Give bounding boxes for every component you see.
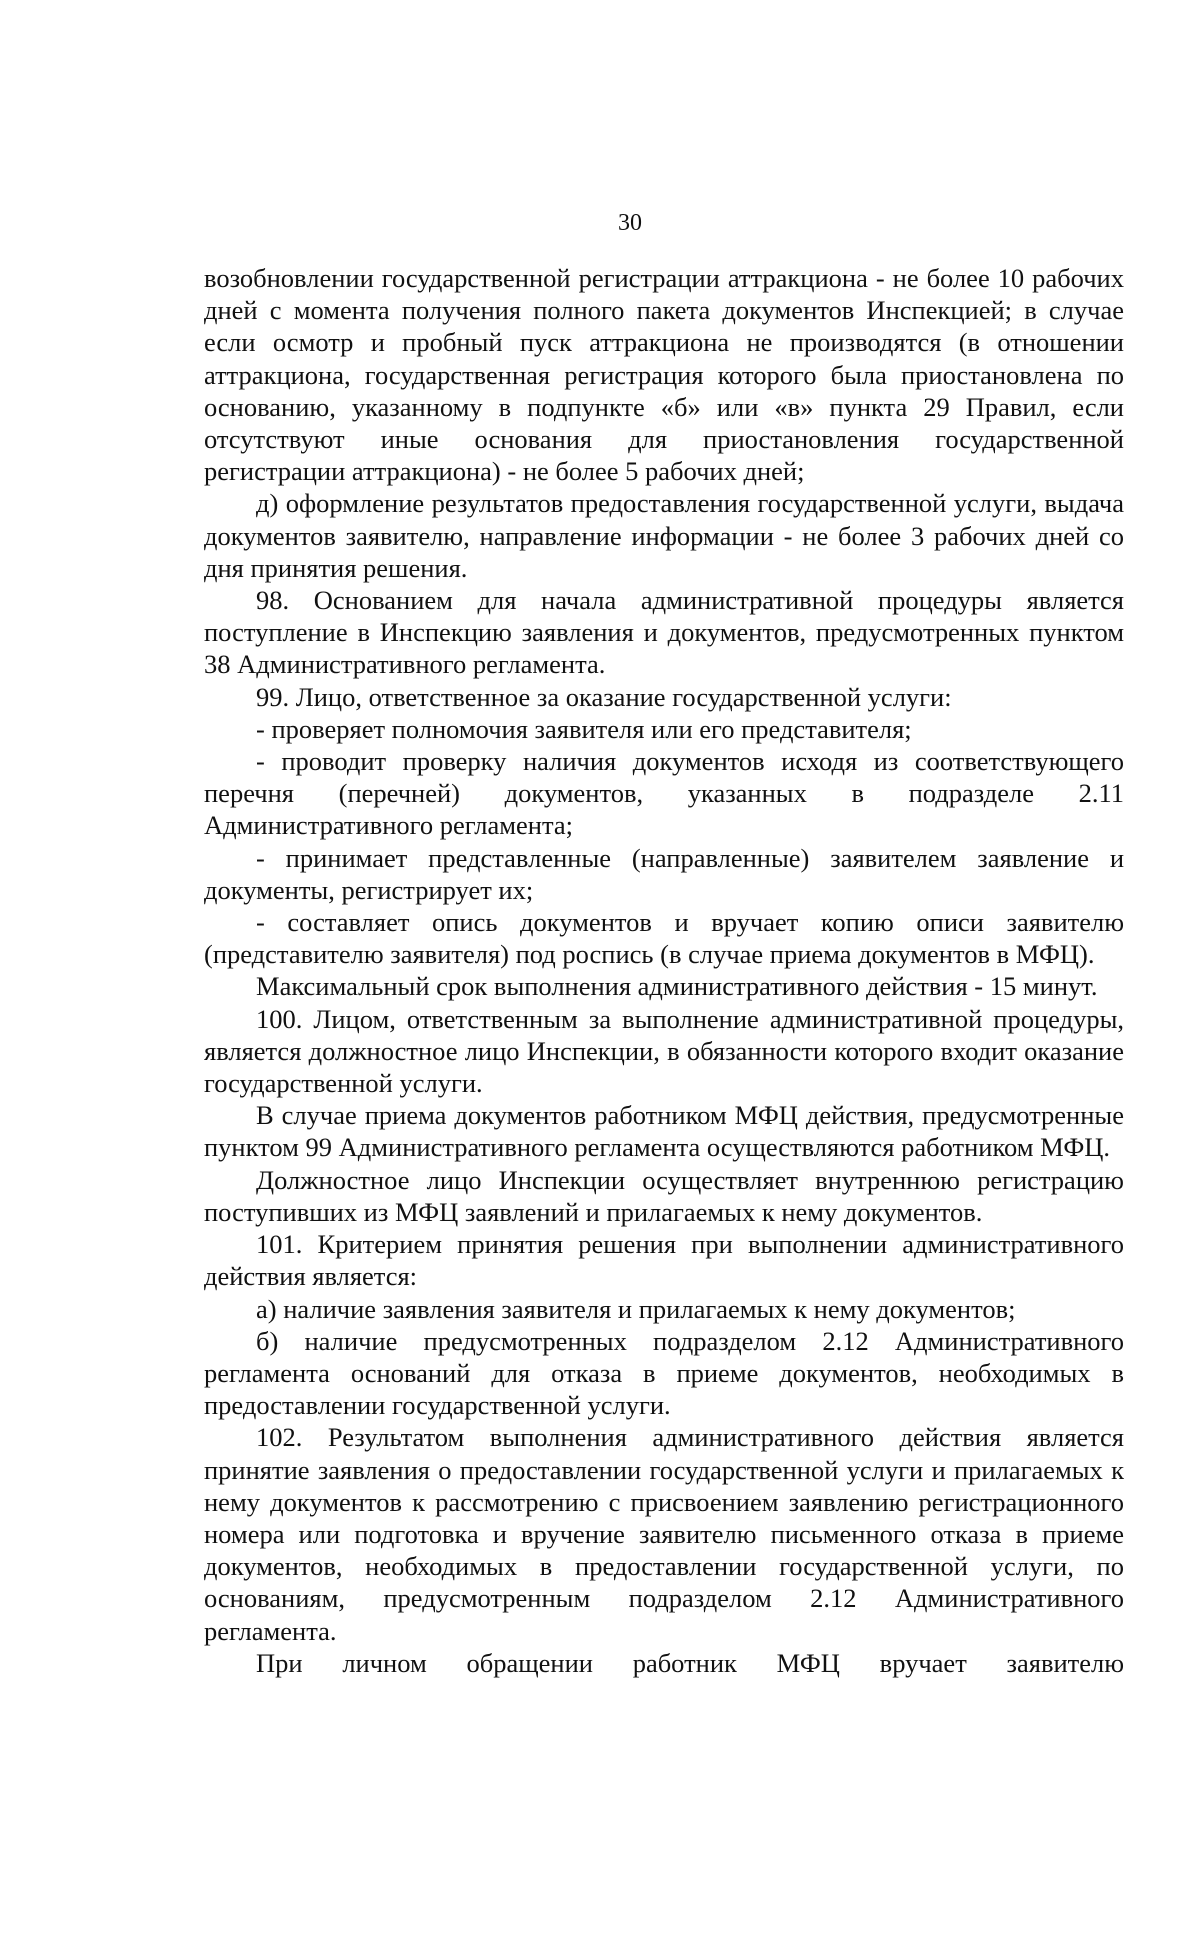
list-item-a: а) наличие заявления заявителя и прилагаемых к нему документов; (256, 1293, 1016, 1324)
list-item-b: б) наличие предусмотренных подразделом 2.12 Административного регламента оснований для отказа в приеме документов, необходимых в предоставлении государственной услуги. (204, 1325, 1124, 1421)
list-item-check-authority: - проверяет полномочия заявителя или его представителя; (256, 713, 912, 744)
paragraph-continuation: возобновлении государственной регистрации аттракциона - не более 10 рабочих дней с момента получения полного пакета документов Инспекцией; в случае если осмотр и пробный пуск аттракциона не производятся (в отношении аттракциона, государственная регистрация которого была приостановлена по основанию, указанному в подпункте «б» или «в» пункта 29 Правил, если отсутствуют иные основания для приостановления государственной регистрации аттракциона) - не более 5 рабочих дней; (204, 263, 1124, 487)
paragraph-max-time: Максимальный срок выполнения административного действия - 15 минут. (256, 971, 1098, 1002)
document-body (204, 262, 1124, 1679)
paragraph-100: 100. Лицом, ответственным за выполнение административной процедуры, является должностное лицо Инспекции, в обязанности которого входит оказание государственной услуги. (204, 1003, 1124, 1099)
paragraph-101: 101. Критерием принятия решения при выполнении административного действия является: (204, 1229, 1124, 1292)
paragraph-mfc-actions: В случае приема документов работником МФЦ действия, предусмотренные пунктом 99 Административного регламента осуществляются работником МФЦ. (204, 1100, 1124, 1163)
page-number: 30 (618, 210, 642, 236)
paragraph-99: 99. Лицо, ответственное за оказание государственной услуги: (256, 681, 952, 712)
paragraph-98: 98. Основанием для начала административной процедуры является поступление в Инспекцию заявления и документов, предусмотренных пунктом 38 Административного регламента. (204, 585, 1124, 680)
list-item-register-documents: - принимает представленные (направленные) заявителем заявление и документы, регистрирует их; (204, 842, 1124, 905)
paragraph-personal-appeal: При личном обращении работник МФЦ вручает заявителю (256, 1647, 1124, 1678)
list-item-check-documents: - проводит проверку наличия документов исходя из соответствующего перечня (перечней) документов, указанных в подразделе 2.11 Административного регламента; (204, 746, 1124, 841)
list-item-inventory: - составляет опись документов и вручает копию описи заявителю (представителю заявителя) под роспись (в случае приема документов в МФЦ). (204, 907, 1124, 970)
paragraph-item-d: д) оформление результатов предоставления государственной услуги, выдача документов заявителю, направление информации - не более 3 рабочих дней со дня принятия решения. (204, 488, 1124, 583)
paragraph-102: 102. Результатом выполнения административного действия является принятие заявления о предоставлении государственной услуги и прилагаемых к нему документов к рассмотрению с присвоением заявлению регистрационного номера или подготовка и вручение заявителю письменного отказа в приеме документов, необходимых в предоставлении государственной услуги, по основаниям, предусмотренным подразделом 2.12 Административного регламента. (204, 1422, 1124, 1646)
paragraph-internal-registration: Должностное лицо Инспекции осуществляет внутреннюю регистрацию поступивших из МФЦ заявлений и прилагаемых к нему документов. (204, 1164, 1124, 1227)
